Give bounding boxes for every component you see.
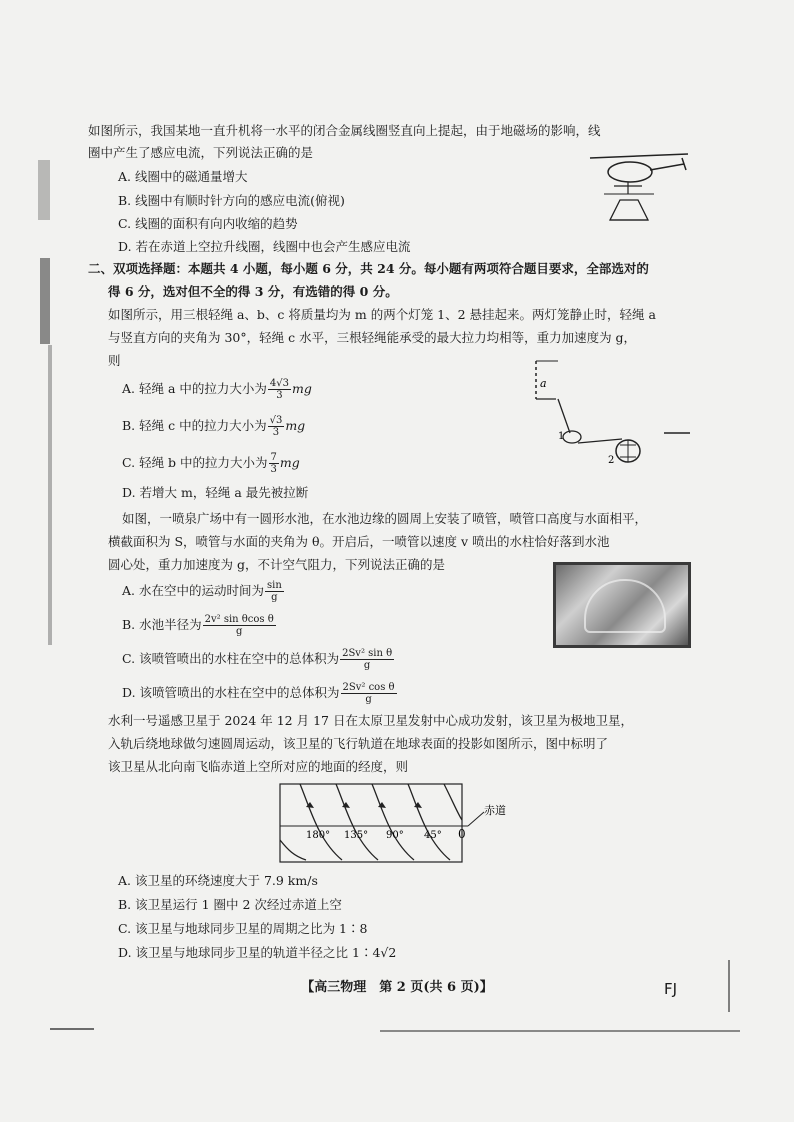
question-lantern-line1: 如图所示，用三根轻绳 a、b、c 将质量均为 m 的两个灯笼 1、2 悬挂起来。两灯笼静止时，轻绳 a xyxy=(108,307,656,322)
fountain-option-b-text: B. 水池半径为 xyxy=(122,617,202,632)
section-2-line1: 二、双项选择题：本题共 4 小题，每小题 6 分，共 24 分。每小题有两项符合题目要求，全部选对的 xyxy=(88,261,649,276)
section-2-line2: 得 6 分，选对但不全的得 3 分，有选错的得 0 分。 xyxy=(108,284,398,299)
lantern-option-b xyxy=(122,415,305,438)
longitude-label-45: 45° xyxy=(424,830,442,841)
margin-mark xyxy=(50,1028,94,1030)
bottom-rule xyxy=(380,1030,740,1032)
fountain-option-b xyxy=(122,614,277,637)
heli-option-c: C. 线圈的面积有向内收缩的趋势 xyxy=(118,216,298,231)
question-satellite-line2: 入轨后绕地球做匀速圆周运动，该卫星的飞行轨道在地球表面的投影如图所示，图中标明了 xyxy=(108,736,609,751)
satellite-option-c: C. 该卫星与地球同步卫星的周期之比为 1∶8 xyxy=(118,921,368,936)
lantern-option-b-text: B. 轻绳 c 中的拉力大小为 xyxy=(122,418,267,433)
satellite-option-b: B. 该卫星运行 1 圈中 2 次经过赤道上空 xyxy=(118,897,342,912)
fountain-option-a-fraction xyxy=(265,580,284,603)
question-lantern-line3: 则 xyxy=(108,353,121,368)
margin-mark xyxy=(48,345,52,645)
fountain-option-a xyxy=(122,580,285,603)
lantern-option-b-numerator: √3 xyxy=(269,415,283,426)
fountain-option-d-numerator: 2Sv² cos θ xyxy=(342,682,395,693)
lantern-option-b-unit: mg xyxy=(285,418,306,433)
lantern-label-2: 2 xyxy=(608,455,615,466)
lantern-label-1: 1 xyxy=(558,431,565,442)
longitude-label-0: 0 xyxy=(458,827,466,841)
lantern-option-c-denominator: 3 xyxy=(270,464,277,475)
lantern-option-a-numerator: 4√3 xyxy=(269,378,289,389)
fountain-option-d-denominator: g xyxy=(365,694,372,705)
lantern-option-b-denominator: 3 xyxy=(272,427,280,438)
question-heli-line2: 圈中产生了感应电流，下列说法正确的是 xyxy=(88,145,314,160)
question-heli-line1: 如图所示，我国某地一直升机将一水平的闭合金属线圈竖直向上提起，由于地磁场的影响，线 xyxy=(88,123,601,138)
fountain-option-c-text: C. 该喷管喷出的水柱在空中的总体积为 xyxy=(122,651,340,666)
satellite-option-a: A. 该卫星的环绕速度大于 7.9 km/s xyxy=(118,873,318,888)
longitude-label-90: 90° xyxy=(386,830,404,841)
lantern-option-c xyxy=(122,452,300,475)
longitude-label-135: 135° xyxy=(344,830,369,841)
question-fountain-line3: 圆心处，重力加速度为 g，不计空气阻力，下列说法正确的是 xyxy=(108,557,445,572)
lantern-option-d: D. 若增大 m，轻绳 a 最先被拉断 xyxy=(122,485,309,500)
margin-mark xyxy=(38,160,50,220)
fountain-option-d-text: D. 该喷管喷出的水柱在空中的总体积为 xyxy=(122,685,340,700)
lantern-option-b-fraction xyxy=(268,415,285,438)
satellite-track-figure xyxy=(270,780,520,870)
heli-option-d: D. 若在赤道上空拉升线圈，线圈中也会产生感应电流 xyxy=(118,239,411,254)
right-edge-mark xyxy=(728,960,730,1012)
fountain-option-a-text: A. 水在空中的运动时间为 xyxy=(122,583,264,598)
corner-mark: FJ xyxy=(664,980,678,998)
lantern-label-a: a xyxy=(540,377,547,390)
fountain-option-b-denominator: g xyxy=(236,626,243,637)
fountain-option-d-fraction xyxy=(341,682,397,705)
lantern-option-c-unit: mg xyxy=(279,455,300,470)
equator-label: 赤道 xyxy=(484,804,506,817)
fountain-option-c-numerator: 2Sv² sin θ xyxy=(342,648,393,659)
fountain-option-c-fraction xyxy=(340,648,394,671)
question-satellite-line1: 水利一号遥感卫星于 2024 年 12 月 17 日在太原卫星发射中心成功发射，该卫星为极地卫星， xyxy=(108,713,633,728)
lantern-option-a-denominator: 3 xyxy=(276,390,283,401)
lantern-option-c-numerator: 7 xyxy=(270,452,277,463)
fountain-option-c-denominator: g xyxy=(363,660,371,671)
question-fountain-line1: 如图，一喷泉广场中有一圆形水池，在水池边缘的圆周上安装了喷管，喷管口高度与水面相平， xyxy=(122,511,648,526)
fountain-option-a-denominator: g xyxy=(271,592,278,603)
satellite-option-d: D. 该卫星与地球同步卫星的轨道半径之比 1∶4√2 xyxy=(118,945,397,960)
heli-option-b: B. 线圈中有顺时针方向的感应电流(俯视) xyxy=(118,193,345,208)
page-footer: 【高三物理 第 2 页(共 6 页)】 xyxy=(301,980,493,995)
fountain-option-a-numerator: sin xyxy=(266,580,282,591)
fountain-option-b-fraction xyxy=(203,614,276,637)
question-fountain-line2: 横截面积为 S，喷管与水面的夹角为 θ。开启后，一喷管以速度 v 喷出的水柱恰好落到水池 xyxy=(108,534,610,549)
fountain-photo xyxy=(553,562,691,648)
lantern-option-c-text: C. 轻绳 b 中的拉力大小为 xyxy=(122,455,268,470)
fountain-option-b-numerator: 2v² sin θcos θ xyxy=(204,614,274,625)
lantern-option-a-fraction xyxy=(268,378,291,401)
fountain-option-d xyxy=(122,682,398,705)
question-satellite-line3: 该卫星从北向南飞临赤道上空所对应的地面的经度，则 xyxy=(108,759,409,774)
lantern-option-c-fraction xyxy=(269,452,279,475)
question-lantern-line2: 与竖直方向的夹角为 30°，轻绳 c 水平，三根轻绳能承受的最大拉力均相等，重力加速度为 g， xyxy=(108,330,637,345)
lantern-option-a xyxy=(122,378,312,401)
lantern-option-a-unit: mg xyxy=(291,381,312,396)
longitude-label-180: 180° xyxy=(306,830,331,841)
heli-option-a: A. 线圈中的磁通量增大 xyxy=(118,169,248,184)
fountain-option-c xyxy=(122,648,395,671)
margin-mark xyxy=(40,258,50,344)
lantern-option-a-text: A. 轻绳 a 中的拉力大小为 xyxy=(122,381,267,396)
helicopter-figure xyxy=(584,150,694,230)
lantern-figure xyxy=(528,355,698,475)
